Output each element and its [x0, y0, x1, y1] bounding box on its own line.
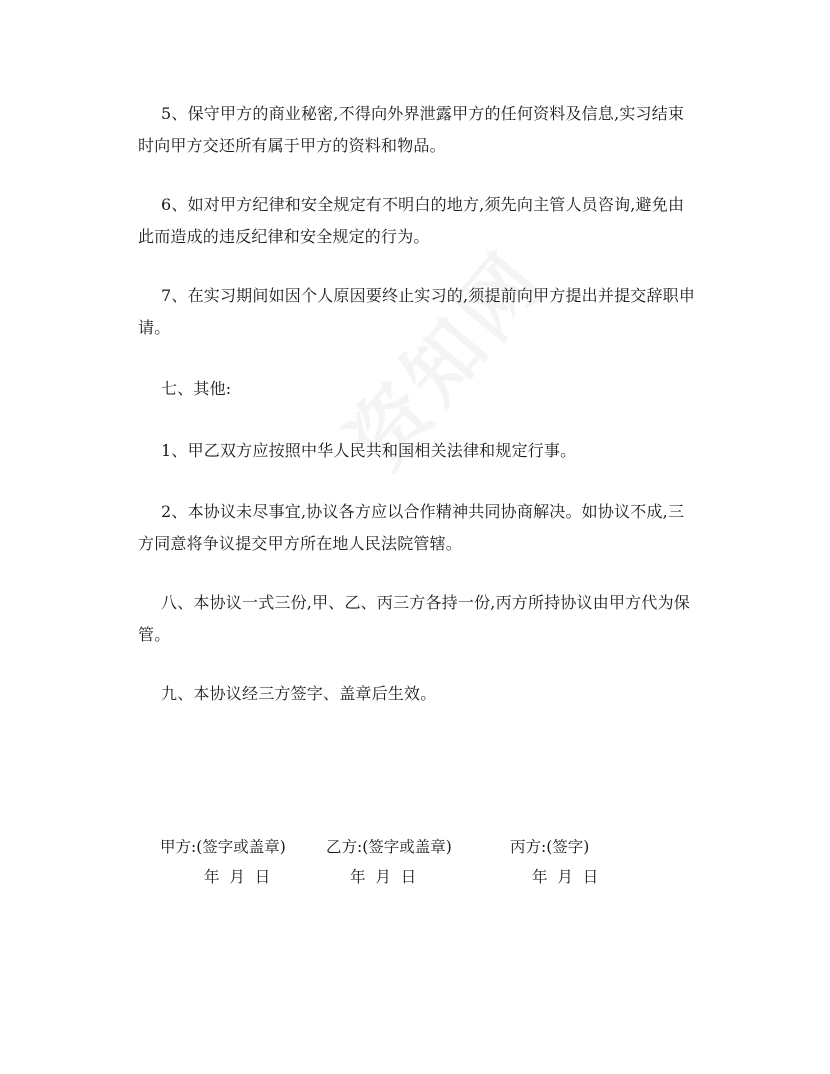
- section-7-heading: 七、其他:: [161, 379, 232, 398]
- other-clause-2: 2、本协议未尽事宜,协议各方应以合作精神共同协商解决。如协议不成,三方同意将争议提交甲方所在地人民法院管辖。: [138, 502, 685, 553]
- party-c-date: 年 月 日: [532, 868, 599, 886]
- section-9: 九、本协议经三方签字、盖章后生效。: [161, 684, 437, 703]
- party-a-date: 年 月 日: [204, 868, 271, 886]
- party-b-date: 年 月 日: [350, 868, 417, 886]
- party-b-signature: 乙方:(签字或盖章): [326, 838, 452, 856]
- clause-5: 5、保守甲方的商业秘密,不得向外界泄露甲方的任何资料及信息,实习结束时向甲方交还所有属于甲方的资料和物品。: [138, 104, 685, 155]
- party-a-signature: 甲方:(签字或盖章): [160, 838, 286, 856]
- clause-7: 7、在实习期间如因个人原因要终止实习的,须提前向甲方提出并提交辞职申请。: [138, 286, 696, 337]
- party-c-signature: 丙方:(签字): [510, 838, 590, 856]
- section-8: 八、本协议一式三份,甲、乙、丙三方各持一份,丙方所持协议由甲方代为保管。: [138, 593, 690, 644]
- other-clause-1: 1、甲乙双方应按照中华人民共和国相关法律和规定行事。: [161, 441, 577, 460]
- clause-6: 6、如对甲方纪律和安全规定有不明白的地方,须先向主管人员咨询,避免由此而造成的违反纪律和安全规定的行为。: [138, 195, 685, 246]
